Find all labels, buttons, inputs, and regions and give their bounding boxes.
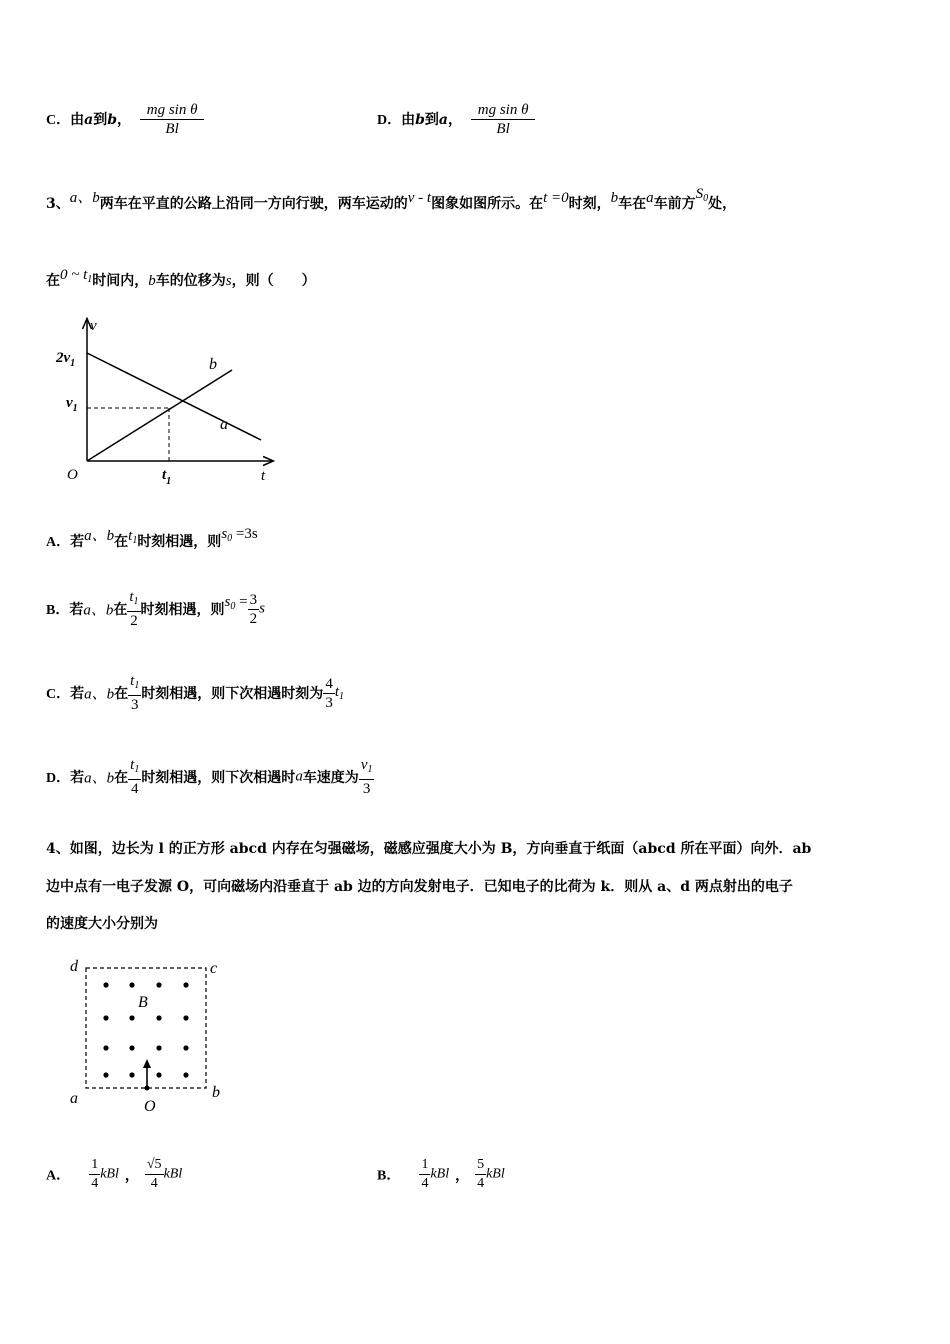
fraction: $\frac{4}{3}$ xyxy=(325,675,333,711)
arrow-head-icon xyxy=(143,1059,151,1068)
q4-stem-line3: 的速度大小分别为 xyxy=(46,916,158,932)
source-label: O xyxy=(144,1098,156,1115)
line-a xyxy=(87,353,261,440)
y-axis-label: v xyxy=(90,318,97,334)
q4-option-a: A． $\frac{1}{4}$ kBl ， $\frac{√5}{4}$ kBl xyxy=(46,1157,183,1191)
fraction: $\frac{1}{4}$ xyxy=(91,1157,99,1191)
line-b xyxy=(87,370,232,461)
y-tick-v1: $v_1$ xyxy=(66,395,78,414)
q3-option-b: B．若a、b在 $\frac{t_1}{2}$ 时刻相遇，则$s_0$ = $\frac{3}{2}$ s xyxy=(46,589,265,629)
q2-option-d: D．由b到a， $\frac{\text{mg sin θ}}{Bl}$ xyxy=(377,101,535,138)
corner-c: c xyxy=(210,960,218,977)
q3-option-d: D．若a、b在 $\frac{t_1}{4}$ 时刻相遇，则下次相遇时a车速度为 $\frac{v_1}{3}$ xyxy=(46,757,373,797)
fraction: $\frac{\text{mg sin θ}}{Bl}$ xyxy=(471,101,535,138)
corner-d: d xyxy=(70,958,78,975)
q3-stem-line1: 3、a、b两车在平直的公路上沿同一方向行驶，两车运动的v - t图象如图所示。在t =0时刻，b车在a车前方$S_0$处， xyxy=(46,186,737,212)
fraction: $\frac{√5}{4}$ xyxy=(146,1157,162,1191)
fraction: $\frac{\text{mg sin θ}}{Bl}$ xyxy=(140,101,204,138)
corner-a: a xyxy=(70,1090,78,1107)
x-tick-t1: $t_1$ xyxy=(162,467,172,487)
line-a-label: a xyxy=(220,416,228,433)
fraction: $\frac{v_1}{3}$ xyxy=(360,757,373,797)
q4-option-b: B． $\frac{1}{4}$ kBl ， $\frac{5}{4}$ kBl xyxy=(377,1157,505,1191)
q4-stem-line2: 边中点有一电子发源 O，可向磁场内沿垂直于 ab 边的方向发射电子．已知电子的比荷为 k．则从 a、d 两点射出的电子 xyxy=(46,879,793,895)
q3-stem-line2: 在0 ~ $t_1$时间内，b车的位移为s，则（ ） xyxy=(46,267,316,289)
option-letter: D． xyxy=(377,113,402,128)
y-tick-2v1: $2v_1$ xyxy=(56,350,76,369)
q3-option-a: A．若a、b在$t_1$时刻相遇，则$s_0 =3s$ xyxy=(46,526,258,550)
x-axis-label: t xyxy=(261,468,266,484)
fraction: $\frac{t_1}{3}$ xyxy=(130,673,140,713)
q4-stem-line1: 4、如图，边长为 l 的正方形 abcd 内存在匀强磁场，磁感应强度大小为 B，方向垂直于纸面（abcd 所在平面）向外．ab xyxy=(46,841,812,857)
fraction: $\frac{t_1}{2}$ xyxy=(129,589,139,629)
fraction: $\frac{3}{2}$ xyxy=(249,591,258,627)
fraction: $\frac{t_1}{4}$ xyxy=(130,757,140,797)
fraction: $\frac{5}{4}$ xyxy=(477,1157,485,1191)
line-b-label: b xyxy=(209,356,217,373)
field-label: B xyxy=(138,994,148,1011)
q2-option-c: C．由a到b， $\frac{\text{mg sin θ}}{Bl}$ xyxy=(46,101,204,138)
magnetic-field-diagram xyxy=(62,955,232,1120)
vt-graph xyxy=(50,312,280,492)
q3-option-c: C．若a、b在 $\frac{t_1}{3}$ 时刻相遇，则下次相遇时刻为 $\frac{4}{3}$ $t_1$ xyxy=(46,673,344,713)
fraction: $\frac{1}{4}$ xyxy=(421,1157,429,1191)
corner-b: b xyxy=(212,1084,220,1101)
option-letter: C． xyxy=(46,113,71,128)
origin-label: O xyxy=(67,467,78,483)
